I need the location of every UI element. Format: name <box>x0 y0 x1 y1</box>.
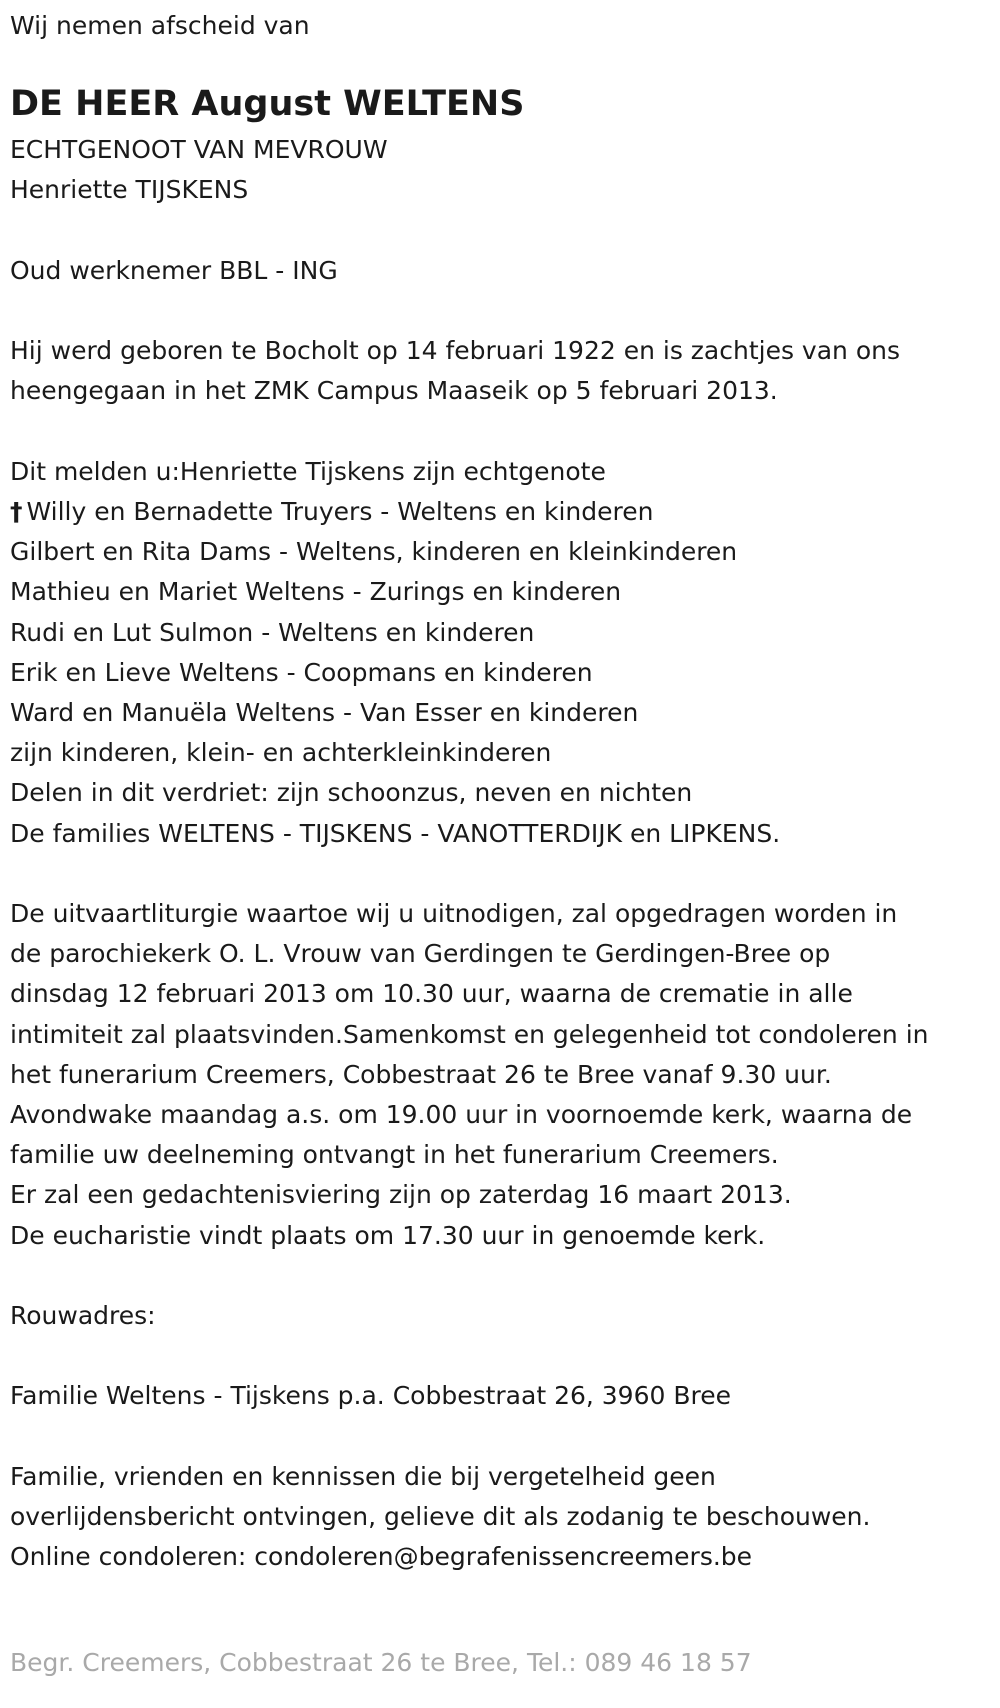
intro-text: Wij nemen afscheid van <box>10 11 310 40</box>
family-line: Delen in dit verdriet: zijn schoonzus, neven en nichten <box>10 778 693 808</box>
birth-death-line: Hij werd geboren te Bocholt op 14 februari 1922 en is zachtjes van ons <box>10 336 900 366</box>
closing-line: overlijdensbericht ontvingen, gelieve dit als zodanig te beschouwen. <box>10 1502 871 1531</box>
family-line: Erik en Lieve Weltens - Coopmans en kinderen <box>10 657 593 687</box>
family-line: zijn kinderen, klein- en achterkleinkinderen <box>10 738 552 768</box>
cross-icon: † <box>10 496 23 526</box>
funeral-line: dinsdag 12 februari 2013 om 10.30 uur, waarna de crematie in alle <box>10 979 853 1009</box>
family-line-text: Willy en Bernadette Truyers - Weltens en kinderen <box>26 496 654 526</box>
family-line: Mathieu en Mariet Weltens - Zurings en kinderen <box>10 577 622 607</box>
spacer <box>10 412 995 452</box>
funeral-home-footer: Begr. Creemers, Cobbestraat 26 te Bree, Tel.: 089 46 18 57 <box>10 1647 752 1677</box>
obituary-document <box>10 0 995 1708</box>
spacer <box>10 1336 995 1376</box>
spouse-title: ECHTGENOOT VAN MEVROUW <box>10 135 388 165</box>
spacer <box>10 1417 995 1457</box>
funeral-line: Er zal een gedachtenisviering zijn op zaterdag 16 maart 2013. <box>10 1180 792 1210</box>
funeral-line: De eucharistie vindt plaats om 17.30 uur in genoemde kerk. <box>10 1220 766 1250</box>
mourning-address-label: Rouwadres: <box>10 1301 156 1331</box>
family-line: Ward en Manuëla Weltens - Van Esser en kinderen <box>10 698 639 727</box>
family-announce: Dit melden u:Henriette Tijskens zijn echtgenote <box>10 456 606 486</box>
closing-line: Familie, vrienden en kennissen die bij vergetelheid geen <box>10 1461 716 1491</box>
spacer <box>10 211 995 251</box>
spacer <box>10 1256 995 1296</box>
closing-line: Online condoleren: condoleren@begrafenissencreemers.be <box>10 1542 753 1572</box>
occupation-text: Oud werknemer BBL - ING <box>10 255 338 285</box>
funeral-line: Avondwake maandag a.s. om 19.00 uur in voornoemde kerk, waarna de <box>10 1100 913 1130</box>
family-line-deceased-child <box>10 492 995 532</box>
spacer <box>10 1577 995 1617</box>
family-line: De families WELTENS - TIJSKENS - VANOTTERDIJK en LIPKENS. <box>10 818 781 848</box>
funeral-line: het funerarium Creemers, Cobbestraat 26 te Bree vanaf 9.30 uur. <box>10 1059 832 1089</box>
spouse-name: Henriette TIJSKENS <box>10 175 249 205</box>
mourning-address: Familie Weltens - Tijskens p.a. Cobbestraat 26, 3960 Bree <box>10 1381 731 1411</box>
funeral-line: familie uw deelneming ontvangt in het funerarium Creemers. <box>10 1140 779 1170</box>
funeral-line: de parochiekerk O. L. Vrouw van Gerdingen te Gerdingen-Bree op <box>10 939 831 969</box>
funeral-line: intimiteit zal plaatsvinden.Samenkomst en gelegenheid tot condoleren in <box>10 1019 929 1049</box>
funeral-line: De uitvaartliturgie waartoe wij u uitnodigen, zal opgedragen worden in <box>10 899 898 928</box>
family-line: Rudi en Lut Sulmon - Weltens en kinderen <box>10 617 535 647</box>
family-line: Gilbert en Rita Dams - Weltens, kinderen en kleinkinderen <box>10 537 738 567</box>
deceased-name: DE HEER August WELTENS <box>10 84 525 125</box>
spacer <box>10 854 995 894</box>
spacer <box>10 291 995 331</box>
birth-death-line: heengegaan in het ZMK Campus Maaseik op 5 februari 2013. <box>10 376 778 406</box>
